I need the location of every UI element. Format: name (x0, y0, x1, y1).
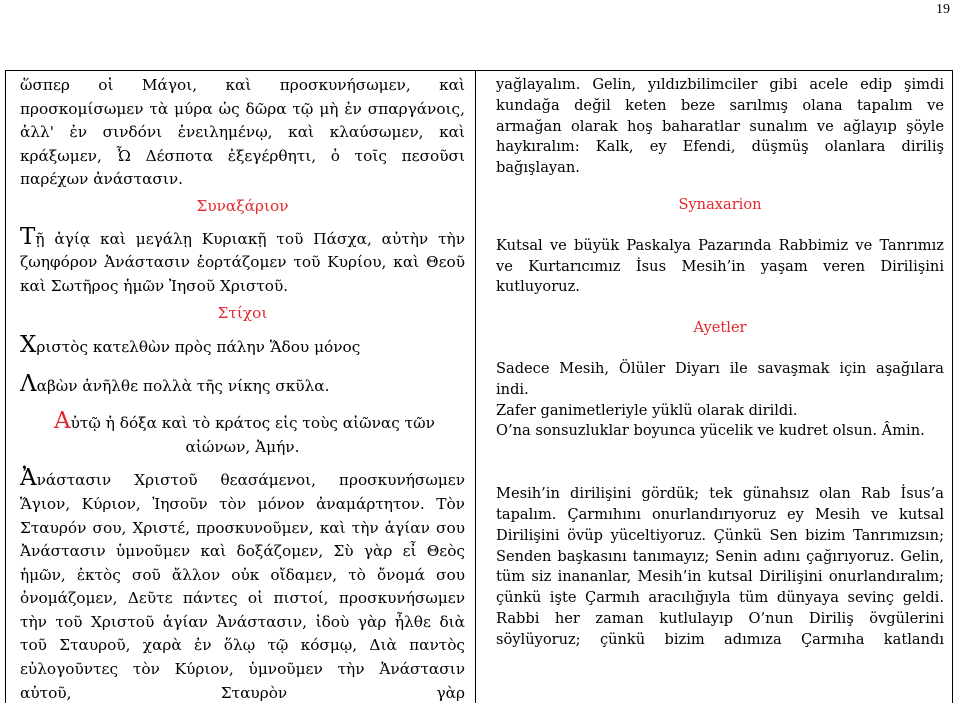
turkish-column (476, 71, 952, 703)
turkish-verse-1: Sadece Mesih, Ölüler Diyarı ile savaşmak için aşağılara indi. (496, 359, 944, 398)
turkish-verse-2: Zafer ganimetleriyle yüklü olarak dirildi. (496, 401, 798, 419)
greek-synaxarion-body: ῇ ἁγίᾳ καὶ μεγάλῃ Κυριακῇ τοῦ Πάσχα, αὐτὴν τὴν ζωηφόρον Ἀνάστασιν ἑορτάζομεν τοῦ Κυρίου, καὶ Θεοῦ καὶ Σωτῆρος ἡμῶν Ἰησοῦ Χριστοῦ. (20, 229, 465, 295)
greek-resurrection-initial: Ἀ (20, 465, 37, 492)
page-number: 19 (936, 2, 950, 17)
greek-column (6, 71, 476, 703)
turkish-heading-synaxarion: Synaxarion (678, 195, 762, 213)
greek-doxology-initial: Α (54, 408, 71, 435)
greek-verse-2-initial: Λ (20, 370, 37, 397)
greek-synaxarion-text (20, 223, 465, 299)
greek-doxology (20, 410, 465, 436)
greek-verse-2 (20, 370, 465, 399)
greek-resurrection-hymn (20, 467, 465, 705)
turkish-paragraph-magi: yağlayalım. Gelin, yıldızbilimciler gibi acele edip şimdi kundağa değil keten beze sarılmış olana tapalım ve armağan olarak hoş baharatlar sunalım ve ağlayıp şöyle haykıralım: Kalk, ey Efendi, düşmüş olanlara diriliş bağışlayan. (496, 76, 944, 177)
greek-verse-2-body: αβὼν ἀνῆλθε πολλὰ τῆς νίκης σκῦλα. (36, 376, 330, 395)
turkish-verse-3: O’na sonsuzluklar boyunca yücelik ve kudret olsun. Âmin. (496, 422, 925, 440)
greek-verse-1 (20, 331, 465, 360)
greek-verse-1-body: ριστὸς κατελθὼν πρὸς πάλην Ἅδου μόνος (36, 337, 361, 356)
greek-synaxarion-initial: Τ (20, 223, 36, 250)
turkish-resurrection-hymn: Mesih’in dirilişini gördük; tek günahsız olan Rab İsus’a tapalım. Çarmıhını onurlandırıyoruz ey Mesih ve kutsal Dirilişini övüp yüceltiyoruz. Çünkü Sen bizim Tanrımızsın; Senden başkasını tanımayız; Senin adını çağırıyoruz. Gelin, tüm siz inananlar, Mesih’in kutsal Dirilişini onurlandıralım; çünkü işte Çarmıh aracılığıyla tüm dünyaya sevinç geldi. Rabbi her zaman kutlulayıp O’nun Diriliş övgülerini söylüyoruz; çünkü bizim adımıza Çarmıha katlandı (496, 485, 944, 648)
greek-paragraph-magi: ὥσπερ οἱ Μάγοι, καὶ προσκυνήσωμεν, καὶ προσκομίσωμεν τὰ μύρα ὡς δῶρα τῷ μὴ ἐν σπαργάνοις, ἀλλ' ἐν σινδόνι ἐνειλημένῳ, καὶ κλαύσωμεν, καὶ κράξωμεν, Ὦ Δέσποτα ἐξεγέρθητι, ὁ τοῖς πεσοῦσι παρέχων ἀνάστασιν. (20, 76, 465, 189)
greek-heading-synaxarion: Συναξάριον (196, 196, 289, 215)
turkish-synaxarion-text: Kutsal ve büyük Paskalya Pazarında Rabbimiz ve Tanrımız ve Kurtarıcımız İsus Mesih’in yaşam veren Dirilişini kutluyoruz. (496, 236, 944, 296)
bilingual-text-table (5, 70, 953, 703)
greek-heading-verses: Στίχοι (217, 304, 268, 323)
greek-resurrection-body: νάστασιν Χριστοῦ θεασάμενοι, προσκυνήσωμεν Ἅγιον, Κύριον, Ἰησοῦν τὸν μόνον ἀναμάρτητον. Τὸν Σταυρόν σου, Χριστέ, προσκυνοῦμεν, καὶ τὴν ἁγίαν σου Ἀνάστασιν ὑμνοῦμεν καὶ δοξάζομεν, Σὺ γὰρ εἶ Θεὸς ἡμῶν, ἐκτὸς σοῦ ἄλλον οὐκ οἴδαμεν, τὸ ὄνομά σου ὀνομάζομεν, Δεῦτε πάντες οἱ πιστοί, προσκυνήσωμεν τὴν τοῦ Χριστοῦ ἁγίαν Ἀνάστασιν, ἰδοὺ γὰρ ἦλθε διὰ τοῦ Σταυροῦ, χαρὰ ἐν ὅλῳ τῷ κόσμῳ, Διὰ παντὸς εὐλογοῦντες τὸν Κύριον, ὑμνοῦμεν τὴν Ἀνάστασιν αὐτοῦ, Σταυρὸν γὰρ (20, 471, 465, 702)
greek-doxology-line-1: ὐτῷ ἡ δόξα καὶ τὸ κράτος εἰς τοὺς αἰῶνας τῶν (70, 414, 435, 433)
greek-doxology-line-2: αἰώνων, Ἀμήν. (185, 437, 300, 456)
greek-verse-1-initial: Χ (20, 331, 37, 358)
turkish-heading-verses: Ayetler (693, 319, 747, 337)
